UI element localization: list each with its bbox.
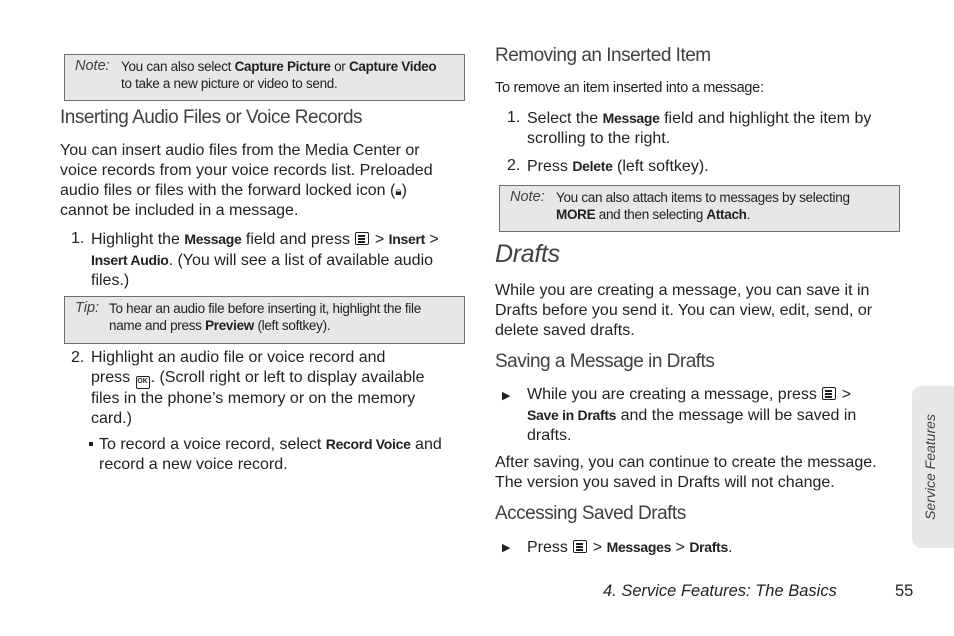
- tip-label: Tip:: [75, 300, 100, 316]
- remove-step-2: 2. Press Delete (left softkey).: [507, 157, 709, 175]
- inserting-audio-intro: You can insert audio files from the Media Center or voice records from your voice records list. Preloaded audio files or files with the forward locked icon (🔒︎) cannot be included in a message.: [60, 142, 433, 219]
- note-label: Note:: [75, 58, 110, 74]
- after-saving-text: After saving, you can continue to create the message. The version you saved in Drafts will not change.: [495, 454, 877, 491]
- side-tab-label: Service Features: [922, 414, 938, 520]
- note-text: You can also select Capture Picture or Capture Video to take a new picture or video to send.: [121, 59, 437, 91]
- drafts-title: Drafts: [495, 240, 560, 268]
- note-text: You can also attach items to messages by selecting MORE and then selecting Attach.: [556, 190, 850, 222]
- step-1-insert-audio: 1. Highlight the Message field and press > Insert > Insert Audio. (You will see a list of available audio files.): [71, 230, 439, 289]
- triangle-bullet-icon: ▶: [502, 542, 511, 554]
- saving-title: Saving a Message in Drafts: [495, 351, 715, 372]
- page-number: 55: [895, 582, 914, 600]
- section-title-removing-item: Removing an Inserted Item: [495, 45, 711, 66]
- section-title-inserting-audio: Inserting Audio Files or Voice Records: [60, 107, 363, 128]
- sub-bullet-record-voice: To record a voice record, select Record Voice and record a new voice record.: [89, 434, 469, 475]
- ok-key-icon: OK: [136, 376, 150, 389]
- square-bullet-icon: [89, 442, 93, 446]
- step-2-highlight-audio: 2. Highlight an audio file or voice record and press OK . (Scroll right or left to display available files in the phone’s memory or on the memory card.): [71, 349, 425, 427]
- triangle-bullet-icon: ▶: [502, 390, 511, 402]
- note-label: Note:: [510, 189, 545, 205]
- saving-bullet: While you are creating a message, press > Save in Drafts and the message will be saved in drafts.: [527, 386, 857, 444]
- menu-key-icon: [573, 540, 587, 553]
- remove-step-1: 1. Select the Message field and highlight the item by scrolling to the right.: [507, 109, 872, 147]
- tip-box-preview: [64, 296, 465, 344]
- accessing-bullet: Press > Messages > Drafts.: [527, 539, 733, 556]
- menu-key-icon: [822, 387, 836, 400]
- drafts-intro: While you are creating a message, you can save it in Drafts before you send it. You can view, edit, send, or delete saved drafts.: [495, 282, 873, 339]
- note-box-capture: [64, 54, 465, 101]
- removing-item-intro: To remove an item inserted into a message:: [495, 80, 764, 96]
- menu-key-icon: [355, 232, 369, 245]
- accessing-title: Accessing Saved Drafts: [495, 503, 686, 524]
- note-box-attach: [499, 185, 900, 232]
- tip-text: To hear an audio file before inserting it, highlight the file name and press Preview (left softkey).: [109, 301, 421, 333]
- footer-chapter: 4. Service Features: The Basics: [603, 582, 837, 600]
- forward-locked-icon: 🔒︎: [395, 184, 402, 198]
